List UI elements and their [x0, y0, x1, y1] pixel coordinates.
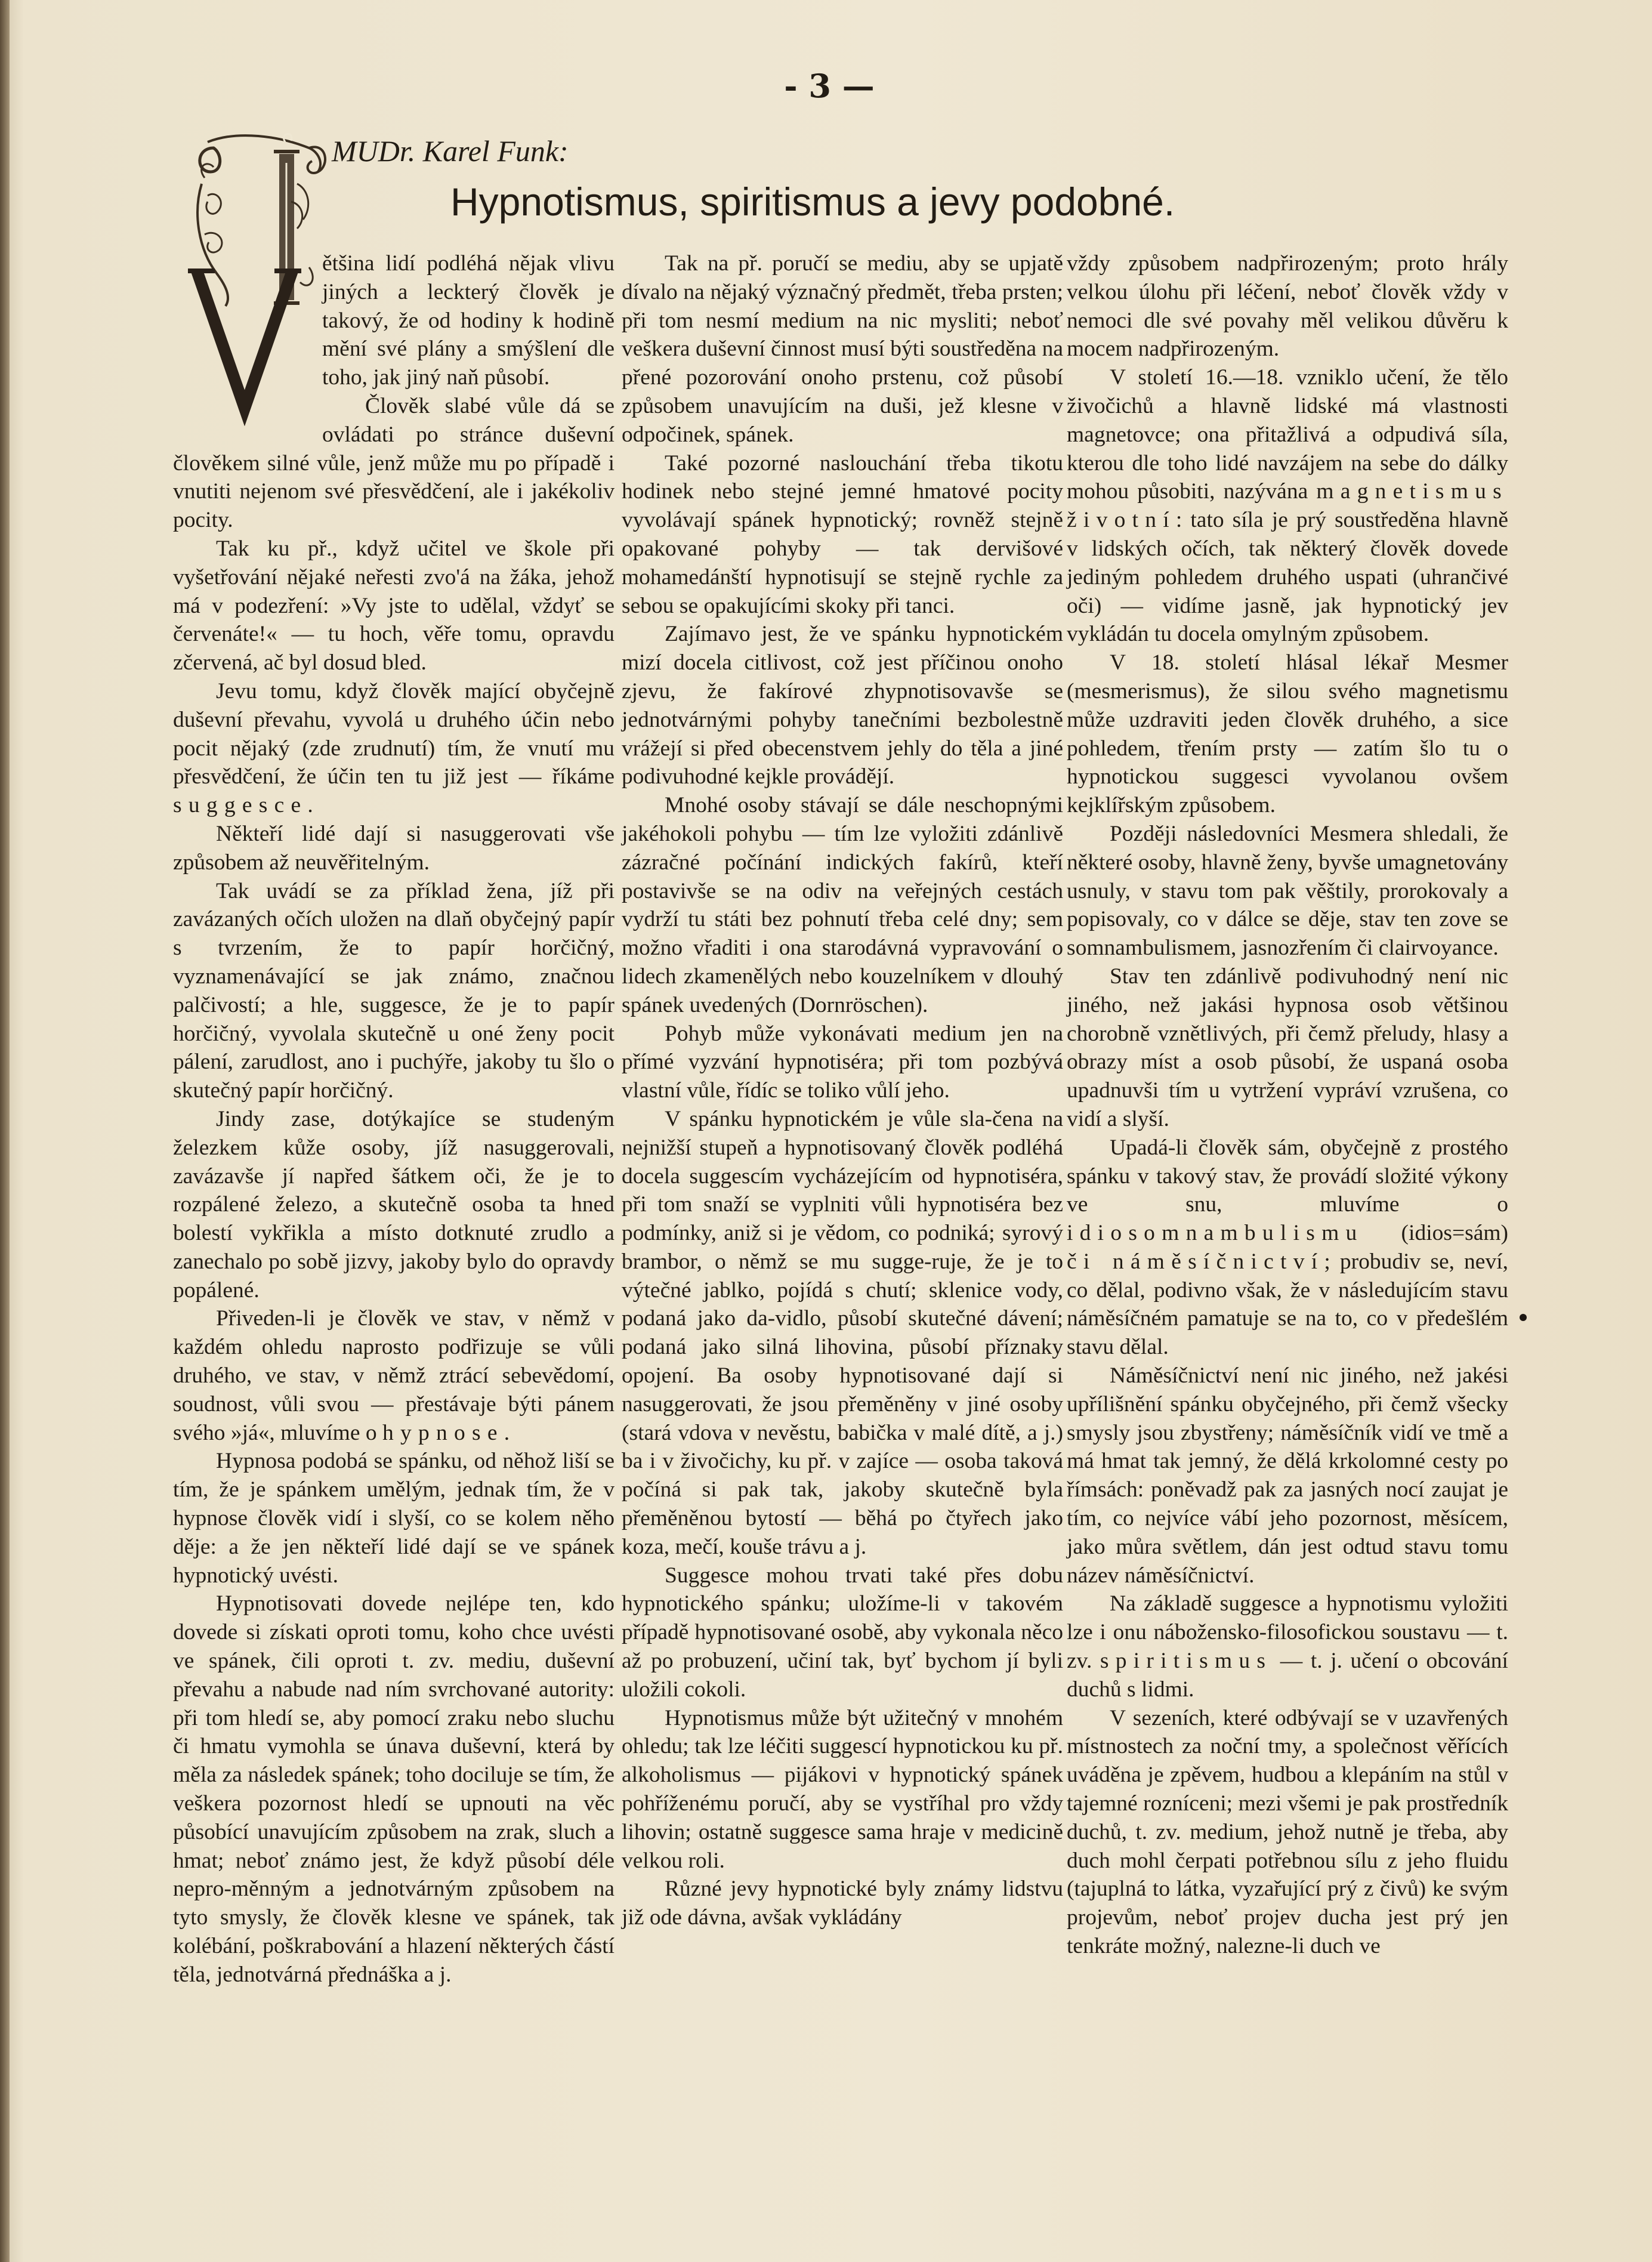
paragraph: V 18. století hlásal lékař Mesmer (mesmerismus), že silou svého magnetismu může uzdraviti jeden člověk druhého, a sice pohledem, třením prsty — zatím šlo tu o hypnotickou suggesci vyvolanou ovšem kejklířským způsobem.: [1067, 650, 1508, 818]
paragraph: Jevu tomu, když člověk mající obyčejně duševní převahu, vyvolá u druhého účin nebo pocit nějaký (zde zrudnutí) tím, že vnutí mu přesvědčení, že účin ten tu již jest — říkáme suggesce.: [173, 678, 615, 818]
drop-cap: [173, 247, 322, 426]
paragraph: Tak uvádí se za příklad žena, jíž při zavázaných očích uložen na dlaň obyčejný papír s tvrzením, že to papír horčičný, vyznamenávající se jak známo, značnou palčivostí; a hle, suggesce, že je to papír horčičný, vyvolala skutečně u oné ženy pocit pálení, zarudlost, ano i puchýře, jakoby tu šlo o skutečný papír horčičný.: [173, 878, 615, 1103]
drop-cap-letter-icon: [173, 247, 322, 426]
paragraph: Hypnotismus může být užitečný v mnohém ohledu; tak lze léčiti suggescí hypnotickou ku př. alkoholismus — pijákovi v hypnotický spánek pohříženému poručí, aby se vystříhal pro vždy lihovin; ostatně suggesce sama hraje v medicině velkou roli.: [622, 1705, 1063, 1873]
paragraph: V století 16.—18. vzniklo učení, že tělo živočichů a hlavně lidské má vlastnosti magnetovce; ona přitažlivá a odpudivá síla, kterou dle toho lidé navzájem na sebe do dálky mohou působiti, nazývána magnetismus životní: tato síla je prý soustředěna hlavně v lidských očích, tak některý člověk dovede jediným pohledem druhého uspati (uhrančivé oči) — vidíme jasně, jak hypnotický jev vykládán tu docela omylným způsobem.: [1067, 365, 1508, 647]
margin-ink-dot: [1520, 1314, 1527, 1321]
book-spine-shadow: [0, 0, 10, 2262]
paragraph: Přiveden-li je člověk ve stav, v němž v každém ohledu naprosto podřizuje se vůli druhého, ve stav, v němž ztrácí sebevědomí, soudnost, vůli svou — přestávaje býti pánem svého »já«, mluvíme o hypnose.: [173, 1306, 615, 1445]
paragraph: Stav ten zdánlivě podivuhodný není nic jiného, než jakási hypnosa osob většinou chorobně vznětlivých, při čemž přeludy, hlasy a obrazy míst a osob působí, že uspaná osoba upadnuvši tím u vytržení vypráví vzrušena, co vidí a slyší.: [1067, 964, 1508, 1131]
paragraph: Později následovníci Mesmera shledali, že některé osoby, hlavně ženy, byvše umagnetovány usnuly, v stavu tom pak věštily, prorokovaly a popisovaly, co v dálce se děje, stav ten zove se somnambulismem, jasnozřením či clairvoyance.: [1067, 821, 1508, 961]
article-author: MUDr. Karel Funk:: [332, 134, 569, 168]
paragraph: Mnohé osoby stávají se dále neschopnými jakéhokoli pohybu — tím lze vyložiti zdánlivě zázračné počínání indických fakírů, kteří postavivše se na odiv na veřejných cestách vydrží tu státi bez pohnutí třeba celé dny; sem možno vřaditi i ona starodávná vypravování o lidech zkamenělých nebo kouzelníkem v dlouhý spánek uvedených (Dornröschen).: [622, 793, 1063, 1017]
text-column-3: [1067, 249, 1508, 1961]
paragraph: Také pozorné naslouchání třeba tikotu hodinek nebo stejné jemné hmatové pocity vyvolávají spánek hypnotický; rovněž stejně opakované pohyby — tak dervišové mohamedánští hypnotisují se stejně rychle za sebou se opakujícími skoky při tanci.: [622, 450, 1063, 618]
paragraph: Náměsíčnictví není nic jiného, než jakési upřílišnění spánku obyčejného, při čemž všecky smysly jsou zbystřeny; náměsíčník vidí ve tmě a má hmat tak jemný, že dělá krkolomné cesty po římsách: poněvadž pak za jasných nocí zaujat je tím, co nejvíce vábí jeho pozornost, měsícem, jako můra světlem, dán jest odtud stavu tomu název náměsíčnictví.: [1067, 1363, 1508, 1588]
paragraph: Člověk slabé vůle dá se ovládati po stránce duševní člověkem silné vůle, jenž může mu po případě i vnutiti nejenom své přesvědčení, ale i jakékoliv pocity.: [173, 393, 615, 533]
paragraph: ětšina lidí podléhá nějak vlivu jiných a leckterý člověk je takový, že od hodiny k hodině mění své plány a smýšlení dle toho, jak jiný naň působí.: [322, 251, 615, 390]
paragraph: Na základě suggesce a hypnotismu vyložiti lze i onu nábožensko-filosofickou soustavu — t. zv. spiritismus — t. j. učení o obcování duchů s lidmi.: [1067, 1591, 1508, 1702]
paragraph: vždy způsobem nadpřirozeným; proto hrály velkou úlohu při léčení, neboť člověk vždy v nemoci dle své povahy měl velikou důvěru k mocem nadpřirozeným.: [1067, 251, 1508, 362]
paragraph: Upadá-li člověk sám, obyčejně z prostého spánku v takový stav, že provádí složité výkony ve snu, mluvíme o idiosomnambulismu (idios=sám) či náměsíčnictví; probudiv se, neví, co dělal, podivno však, že v následujícím stavu náměsíčném pamatuje se na to, co v předešlém stavu dělal.: [1067, 1135, 1508, 1360]
paragraph: Tak na př. poručí se mediu, aby se upjatě dívalo na nějaký význačný předmět, třeba prsten; při tom nesmí medium na nic mysliti; neboť veškera duševní činnost musí býti soustředěna na přené pozorování onoho prstenu, což působí způsobem unavujícím na duši, jež klesne v odpočinek, spánek.: [622, 251, 1063, 447]
article-title: Hypnotismus, spiritismus a jevy podobné.: [450, 180, 1175, 224]
paragraph: Tak ku př., když učitel ve škole při vyšetřování nějaké neřesti zvo'á na žáka, jehož má v podezření: »Vy jste to udělal, vždyť se červenáte!« — tu hoch, věře tomu, opravdu zčervená, ač byl dosud bled.: [173, 536, 615, 675]
paragraph: Někteří lidé dají si nasuggerovati vše způsobem až neuvěřitelným.: [173, 821, 615, 875]
paragraph: V spánku hypnotickém je vůle sla-čena na nejnižší stupeň a hypnotisovaný člověk podléhá docela suggescím vycházejícím od hypnotiséra, při tom snaží se vyplniti vůli hypnotiséra bez podmínky, aniž si je vědom, co podniká; syrový brambor, o němž se mu sugge-ruje, že je to výtečné jablko, pojídá s chutí; sklenice vody, podaná jako da-vidlo, působí skutečné dávení; podaná jako silná lihovina, působí příznaky opojení. Ba osoby hypnotisované dají si nasuggerovati, že jsou přeměněny v jiné osoby (stará vdova v nevěstu, babička v malé dítě, a j.) ba i v živočichy, ku př. v zajíce — osoba taková počíná si pak tak, jakoby skutečně byla přeměněnou bytostí — běhá po čtyřech jako koza, mečí, kouše trávu a j.: [622, 1106, 1063, 1559]
paragraph: Různé jevy hypnotické byly známy lidstvu již ode dávna, avšak vykládány: [622, 1877, 1063, 1930]
paragraph: Hypnosa podobá se spánku, od něhož liší se tím, že je spánkem umělým, jednak tím, že v hypnose člověk vidí i slyší, co se kolem něho děje: a že jen někteří lidé dají se ve spánek hypnotický uvésti.: [173, 1449, 615, 1588]
page-number: - 3 —: [784, 67, 875, 105]
paragraph: Hypnotisovati dovede nejlépe ten, kdo dovede si získati oproti tomu, koho chce uvésti ve spánek, čili oproti t. zv. mediu, duševní převahu a nabude nad ním svrchované autority: při tom hledí se, aby pomocí zraku nebo sluchu či hmatu vymohla se únava duševní, která by měla za následek spánek; toho dociluje se tím, že veškera pozornost hledí se upnouti na věc působící unavujícím způsobem na zrak, sluch a hmat; neboť známo jest, že když působí déle nepro-měnným a jednotvárným způsobem na tyto smysly, že člověk klesne ve spánek, tak kolébání, poškrabování a hlazení některých částí těla, jednotvárná přednáška a j.: [173, 1591, 615, 1987]
text-column-1: [173, 249, 615, 1989]
paragraph: Zajímavo jest, že ve spánku hypnotickém mizí docela citlivost, což jest příčinou onoho zjevu, že fakírové zhypnotisovavše se jednotvárnými pohyby tanečními bezbolestně vrážejí si před obecenstvem jehly do těla a jiné podivuhodné kejkle provádějí.: [622, 622, 1063, 789]
paragraph: V sezeních, které odbývají se v uzavřených místnostech za noční tmy, a společnost věřících uváděna je zpěvem, hudbou a klepáním na stůl v tajemné rozníceni; mezi všemi je pak prostředník duchů, t. zv. medium, jehož nutně je třeba, aby duch mohl čerpati potřebnou sílu z jeho fluidu (tajuplná to látka, vyzařující prý z čivů) ke svým projevům, neboť projev ducha jest prý jen tenkráte možný, nalezne-li duch ve: [1067, 1705, 1508, 1959]
paragraph: Jindy zase, dotýkajíce se studeným železkem kůže osoby, jíž nasuggerovali, zavázavše jí napřed šátkem oči, že je to rozpálené železo, a skutečně osoba ta hned bolestí vykřikla a místo dotknuté zrudlo a zanechalo po sobě jizvy, jakoby bylo do opravdy popálené.: [173, 1106, 615, 1303]
text-column-2: [622, 249, 1063, 1932]
paragraph: Pohyb může vykonávati medium jen na přímé vyzvání hypnotiséra; při tom pozbývá vlastní vůle, řídíc se toliko vůlí jeho.: [622, 1021, 1063, 1103]
paragraph: Suggesce mohou trvati také přes dobu hypnotického spánku; uložíme-li v takovém případě hypnotisované osobě, aby vykonala něco až po probuzení, učiní tak, byť bychom jí byli uložili cokoli.: [622, 1563, 1063, 1702]
